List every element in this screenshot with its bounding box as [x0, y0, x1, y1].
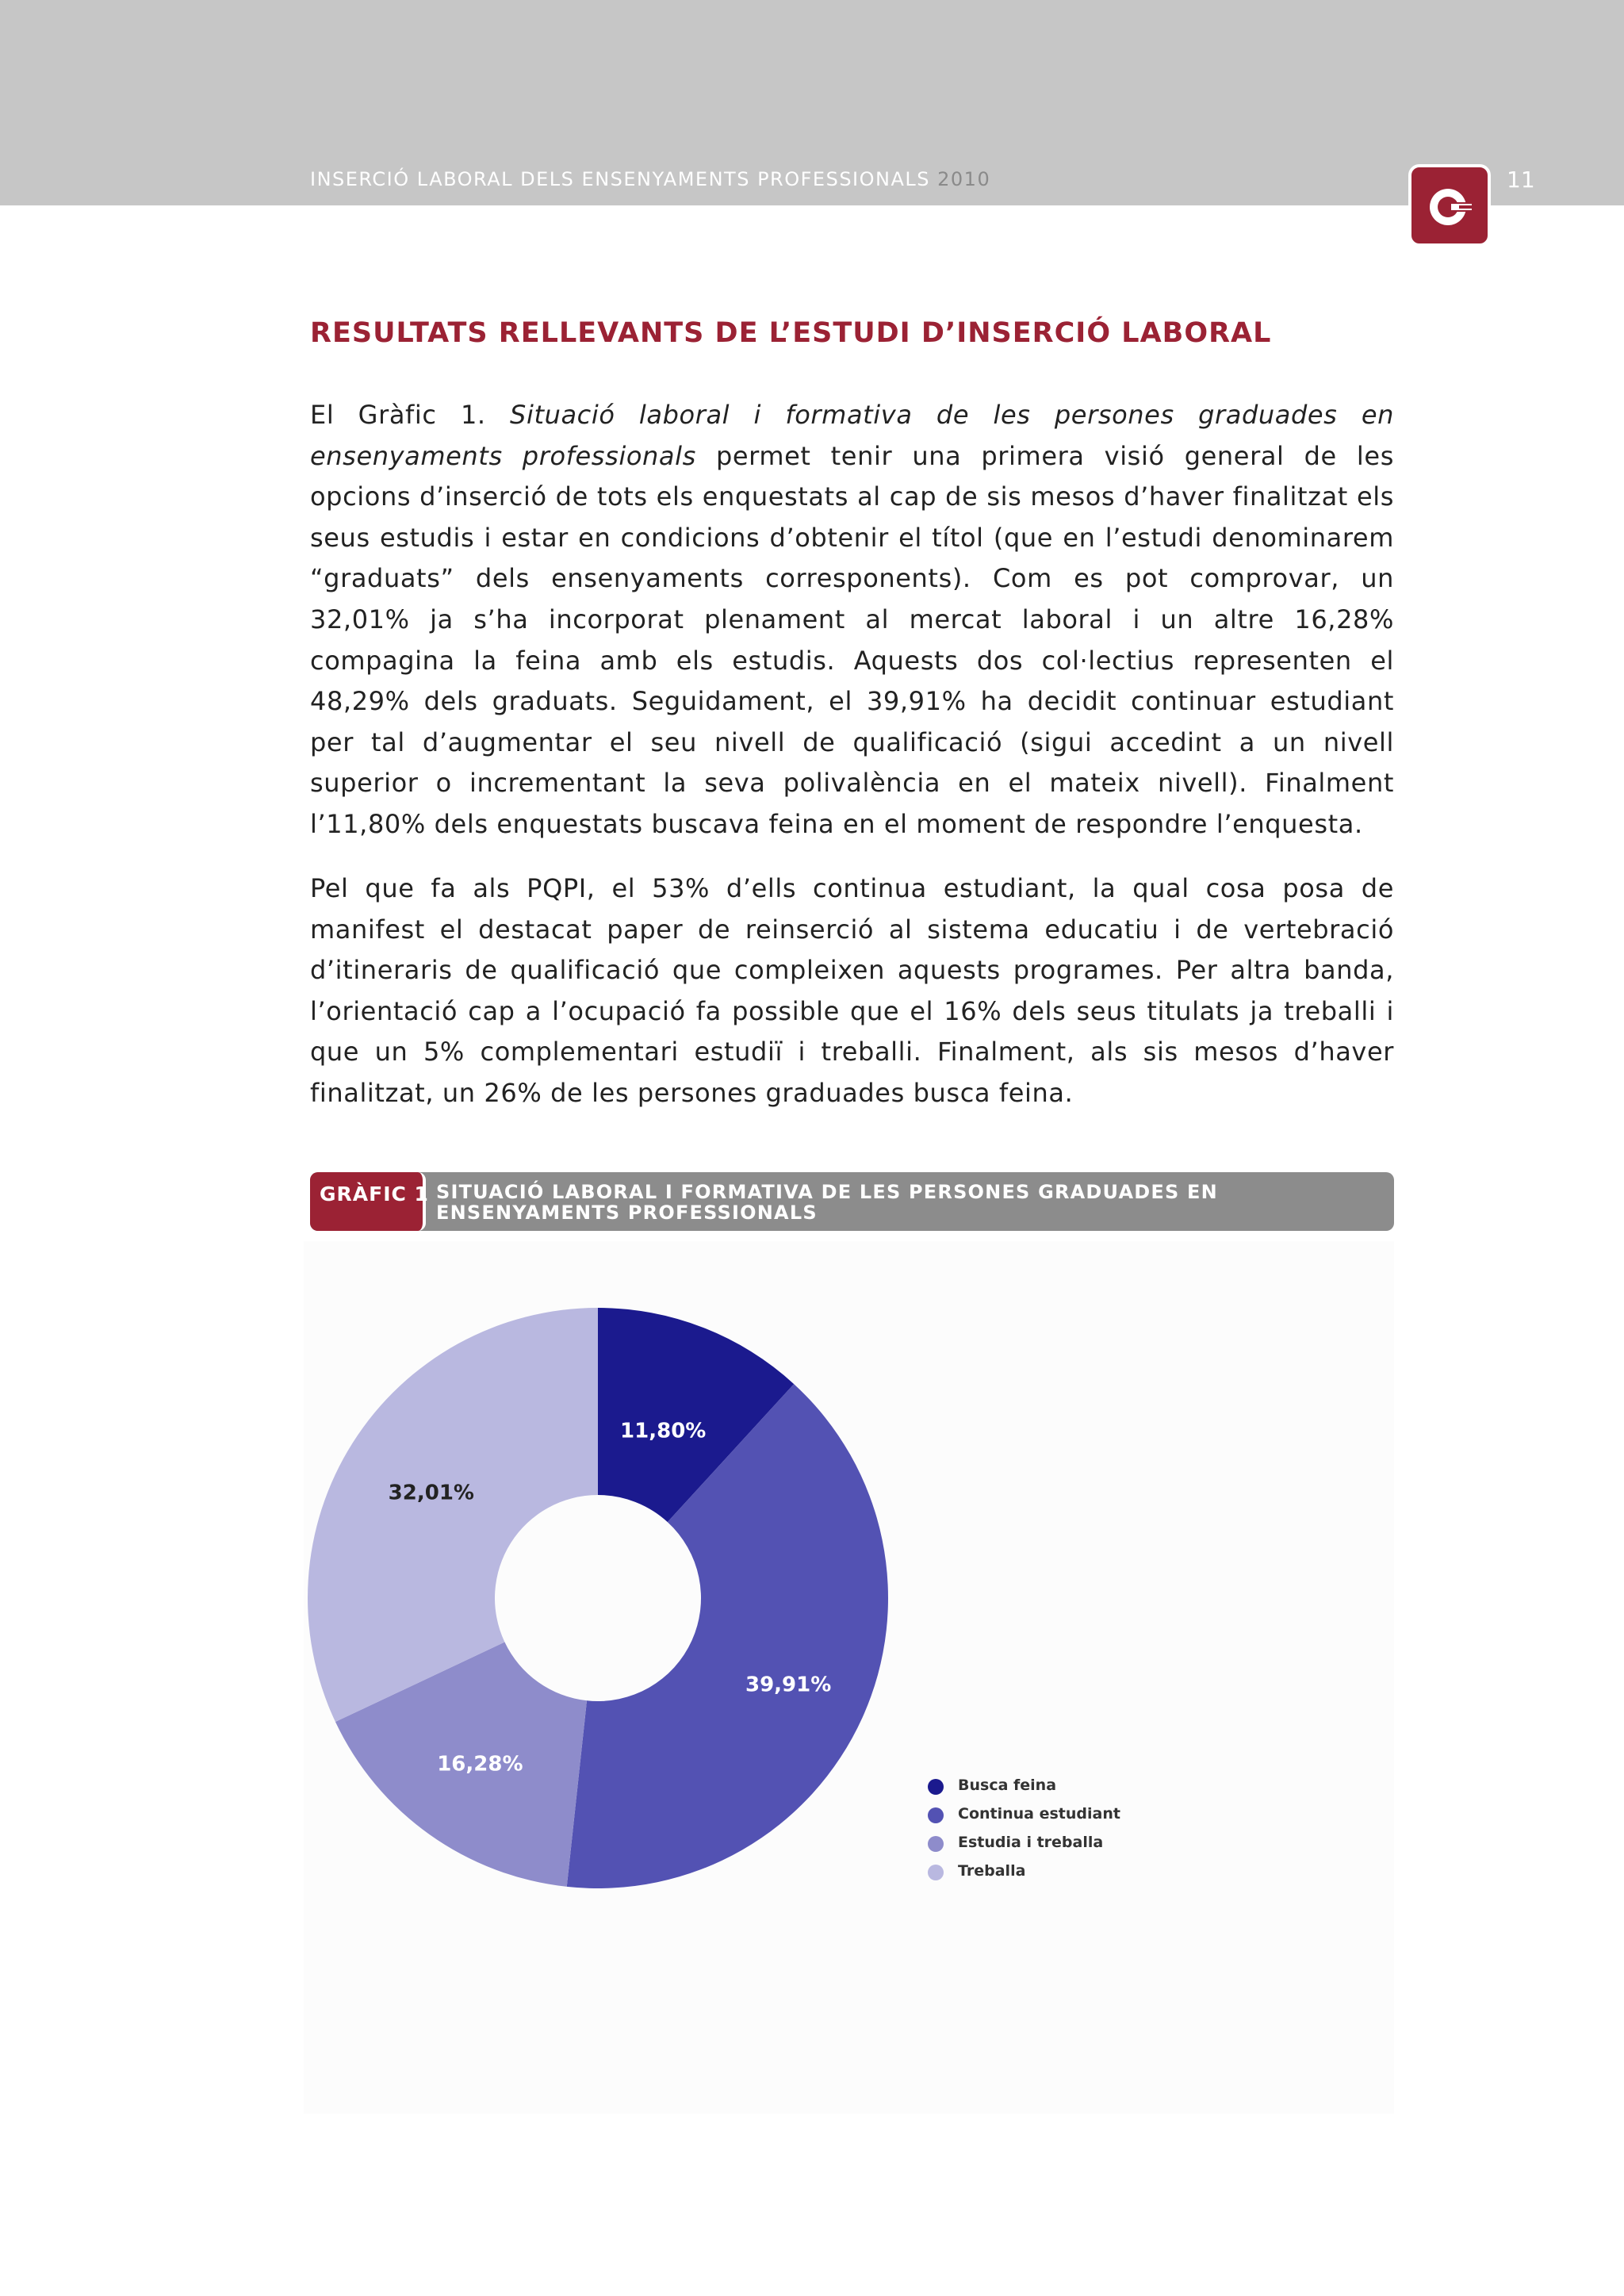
legend-swatch — [928, 1865, 944, 1880]
legend-swatch — [928, 1779, 944, 1795]
running-title-text: INSERCIÓ LABORAL DELS ENSENYAMENTS PROFESSIONALS — [310, 168, 930, 190]
page-number: 11 — [1507, 167, 1535, 193]
legend-swatch — [928, 1807, 944, 1823]
figure-label: GRÀFIC 1 — [310, 1172, 426, 1231]
figure-title: SITUACIÓ LABORAL I FORMATIVA DE LES PERSONES GRADUADES EN ENSENYAMENTS PROFESSIONALS — [436, 1181, 1218, 1224]
paragraph-2: Pel que fa als PQPI, el 53% d’ells continua estudiant, la qual cosa posa de manifest el destacat paper de reinserció al sistema educatiu i de vertebració d’itineraris de qualificació que compleixen aquests programes. Per altra banda, l’orientació cap a l’ocupació fa possible que el 16% dels seus titulats ja treballi i que un 5% complementari estudiï i treballi. Finalment, als sis mesos d’haver finalitzat, un 26% de les persones graduades busca feina. — [310, 873, 1394, 1108]
legend-label: Continua estudiant — [958, 1805, 1120, 1823]
legend-label: Busca feina — [958, 1777, 1057, 1794]
running-title-year: 2010 — [937, 168, 991, 190]
section-title: RESULTATS RELLEVANTS DE L’ESTUDI D’INSERCIÓ LABORAL — [310, 317, 1272, 349]
paragraph-1-body: permet tenir una primera visió general de les opcions d’inserció de tots els enquestats al cap de sis mesos d’haver finalitzat els seus estudis i estar en condicions d’obtenir el títol (que en l’estudi denominarem “graduats” dels ensenyaments corresponents). Com es pot comprovar, un 32,01% ja s’ha incorporat plenament al mercat laboral i un altre 16,28% compagina la feina amb els estudis. Aquests dos col·lectius representen el 48,29% dels graduats. Seguidament, el 39,91% ha decidit continuar estudiant per tal d’augmentar el seu nivell de qualificació (sigui accedint a un nivell superior o incrementant la seva polivalència en el mateix nivell). Finalment l’11,80% dels enquestats buscava feina en el moment de respondre l’enquesta. — [310, 440, 1394, 839]
donut-data-label: 16,28% — [437, 1752, 523, 1777]
donut-data-label: 39,91% — [745, 1673, 832, 1697]
legend-label: Treballa — [958, 1862, 1026, 1880]
legend-label: Estudia i treballa — [958, 1834, 1104, 1851]
paragraph-1-lead: El Gràfic 1. — [310, 400, 511, 430]
donut-data-label: 11,80% — [620, 1419, 707, 1443]
legend-swatch — [928, 1836, 944, 1852]
donut-data-label: 32,01% — [388, 1481, 474, 1505]
paragraph-1-figure-reference: Situació laboral i formativa de les persones graduades en ensenyaments professionals — [310, 400, 1394, 471]
donut-slice-treballa — [308, 1308, 598, 1722]
